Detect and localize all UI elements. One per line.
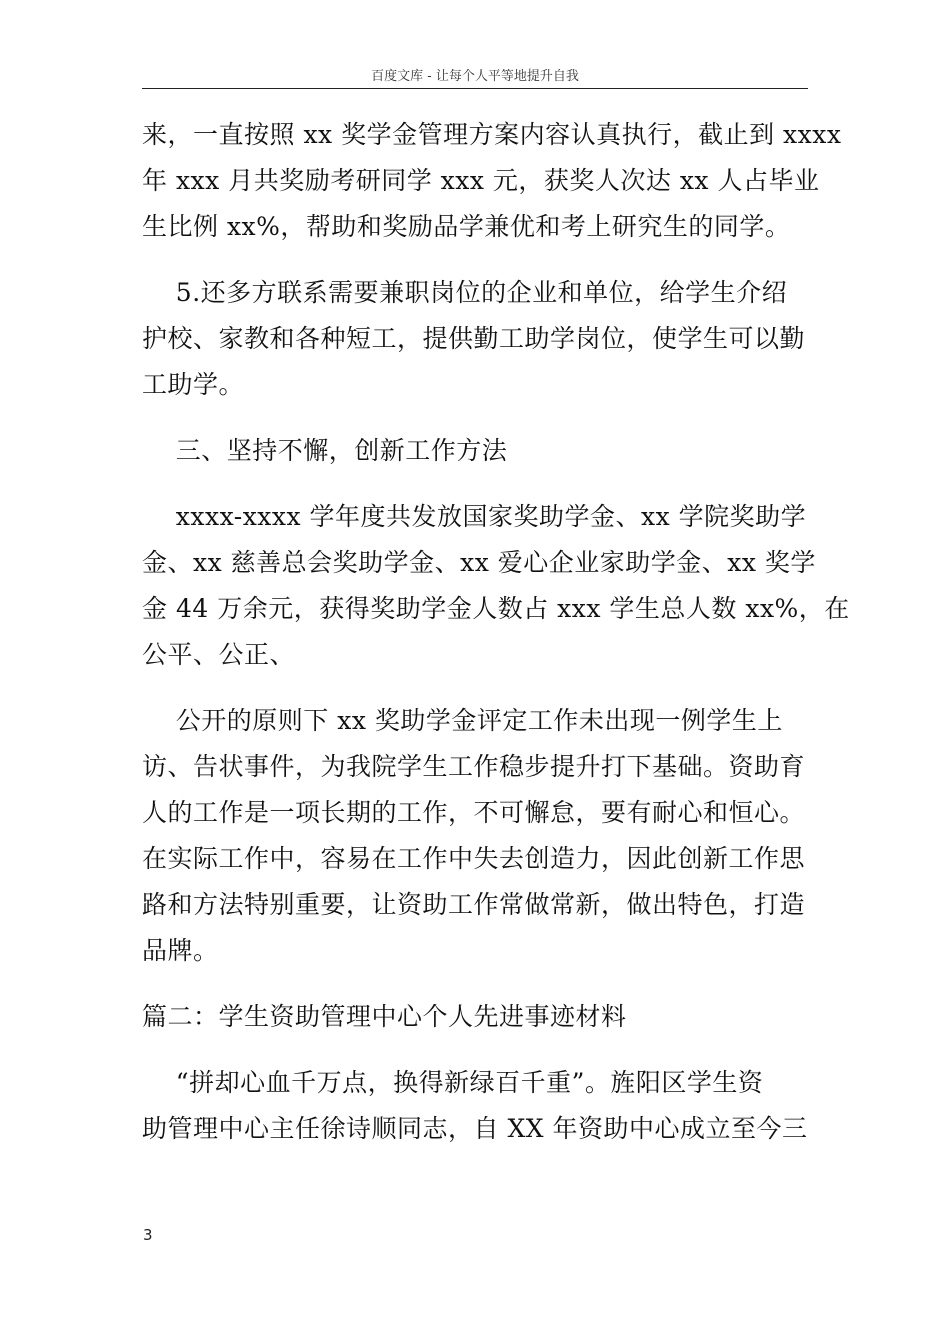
text-line: 金 44 万余元，获得奖助学金人数占 xxx 学生总人数 xx%，在	[142, 594, 850, 623]
text-line: 篇二：学生资助管理中心个人先进事迹材料	[142, 1002, 627, 1031]
text-line: 三、坚持不懈，创新工作方法	[142, 436, 508, 465]
text-line: 助管理中心主任徐诗顺同志，自 XX 年资助中心成立至今三	[142, 1114, 808, 1143]
text-line: 访、告状事件，为我院学生工作稳步提升打下基础。资助育	[142, 752, 806, 781]
text-line: 年 xxx 月共奖励考研同学 xxx 元，获奖人次达 xx 人占毕业	[142, 166, 820, 195]
section-heading	[142, 994, 832, 1040]
text-line: 路和方法特别重要，让资助工作常做常新，做出特色，打造	[142, 890, 806, 919]
text-line: 公开的原则下 xx 奖助学金评定工作未出现一例学生上	[142, 706, 783, 735]
text-line: 金、xx 慈善总会奖助学金、xx 爱心企业家助学金、xx 奖学	[142, 548, 816, 577]
text-line: 5.还多方联系需要兼职岗位的企业和单位，给学生介绍	[142, 278, 788, 307]
paragraph	[142, 698, 832, 974]
text-line: 来，一直按照 xx 奖学金管理方案内容认真执行，截止到 xxxx	[142, 120, 842, 149]
paragraph	[142, 1060, 832, 1152]
paragraph	[142, 270, 832, 408]
page-header: 百度文库 - 让每个人平等地提升自我	[142, 66, 808, 89]
text-line: xxxx-xxxx 学年度共发放国家奖助学金、xx 学院奖助学	[142, 502, 807, 531]
paragraph	[142, 112, 842, 250]
section-heading	[142, 428, 832, 474]
text-line: 品牌。	[142, 936, 219, 965]
page-number: 3	[143, 1226, 153, 1244]
text-line: 人的工作是一项长期的工作，不可懈怠，要有耐心和恒心。	[142, 798, 806, 827]
text-line: 生比例 xx%，帮助和奖励品学兼优和考上研究生的同学。	[142, 212, 791, 241]
document-body	[142, 112, 850, 1152]
text-line: 在实际工作中，容易在工作中失去创造力，因此创新工作思	[142, 844, 806, 873]
text-line: “拼却心血千万点，换得新绿百千重”。旌阳区学生资	[142, 1068, 764, 1097]
text-line: 工助学。	[142, 370, 245, 399]
text-line: 护校、家教和各种短工，提供勤工助学岗位，使学生可以勤	[142, 324, 806, 353]
paragraph	[142, 494, 850, 678]
text-line: 公平、公正、	[142, 640, 296, 669]
